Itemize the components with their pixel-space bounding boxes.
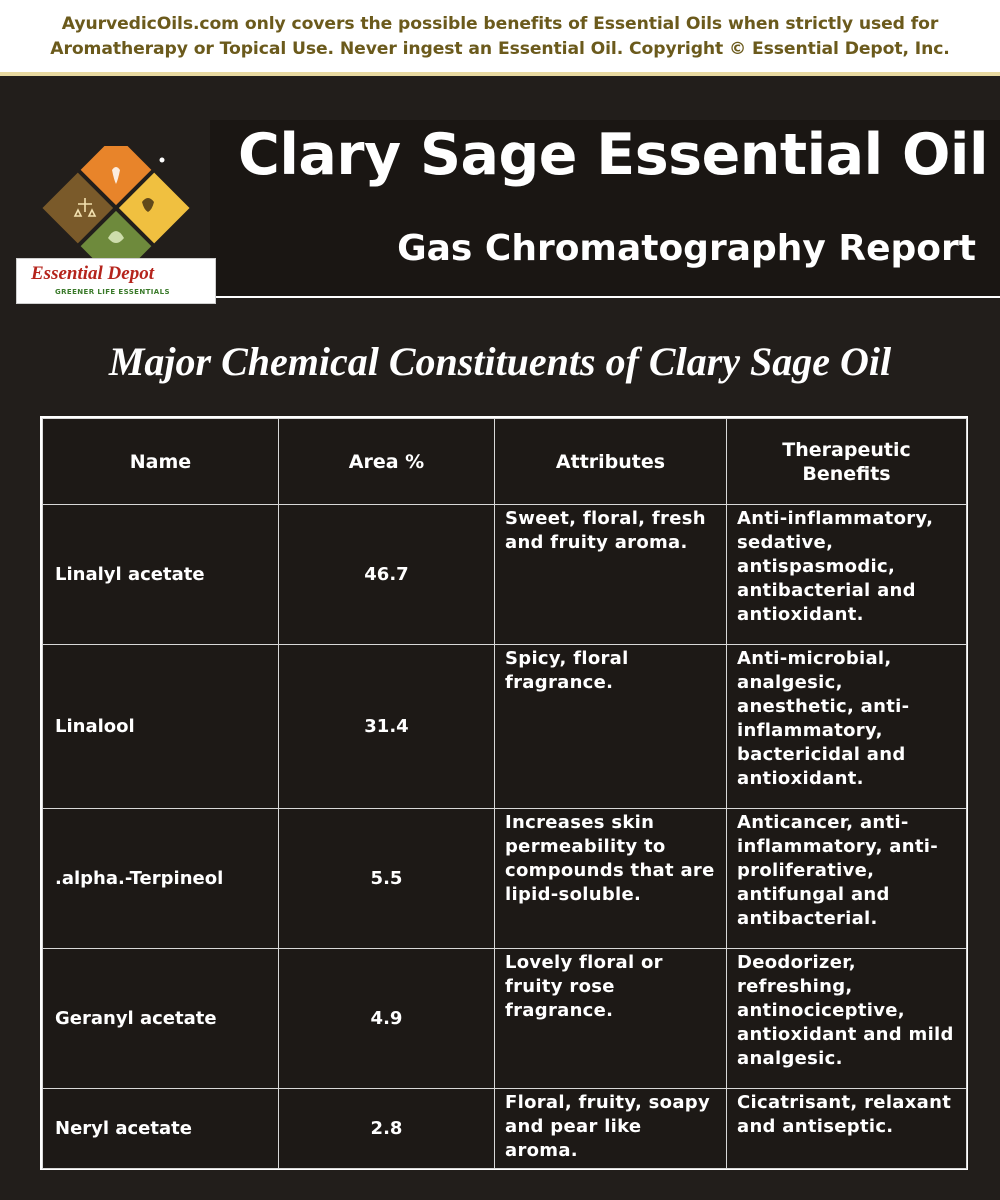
brand-banner	[16, 258, 216, 304]
cell-area: 5.5	[279, 809, 495, 949]
column-header-area: Area %	[279, 419, 495, 505]
table-header-row	[43, 419, 967, 505]
cell-benefits: Anti-inflammatory, sedative, antispasmodic, antibacterial and antioxidant.	[727, 505, 967, 645]
cell-name: Neryl acetate	[43, 1089, 279, 1169]
disclaimer-line-2: Aromatherapy or Topical Use. Never ingest an Essential Oil. Copyright © Essential Depot, Inc.	[50, 39, 950, 59]
table-row	[43, 505, 967, 645]
cell-area: 31.4	[279, 645, 495, 809]
disclaimer-banner	[0, 0, 1000, 74]
table-row	[43, 809, 967, 949]
column-header-benefits: Therapeutic Benefits	[727, 419, 967, 505]
page-title: Clary Sage Essential Oil	[238, 122, 988, 188]
constituents-table	[40, 416, 968, 1170]
cell-attributes: Lovely floral or fruity rose fragrance.	[495, 949, 727, 1089]
cell-benefits: Anti-microbial, analgesic, anesthetic, anti-inflammatory, bactericidal and antioxidant.	[727, 645, 967, 809]
brand-name: Essential Depot	[31, 263, 154, 284]
cell-attributes: Floral, fruity, soapy and pear like aroma.	[495, 1089, 727, 1169]
cell-benefits: Deodorizer, refreshing, antinociceptive, antioxidant and mild analgesic.	[727, 949, 967, 1089]
cell-area: 2.8	[279, 1089, 495, 1169]
cell-attributes: Spicy, floral fragrance.	[495, 645, 727, 809]
cell-name: Geranyl acetate	[43, 949, 279, 1089]
column-header-attributes: Attributes	[495, 419, 727, 505]
section-heading: Major Chemical Constituents of Clary Sage Oil	[108, 339, 892, 384]
cell-name: Linalool	[43, 645, 279, 809]
table-row	[43, 949, 967, 1089]
logo-dot	[160, 158, 165, 163]
cell-benefits: Anticancer, anti-inflammatory, anti-proliferative, antifungal and antibacterial.	[727, 809, 967, 949]
column-header-name: Name	[43, 419, 279, 505]
cell-name: Linalyl acetate	[43, 505, 279, 645]
cell-attributes: Increases skin permeability to compounds that are lipid-soluble.	[495, 809, 727, 949]
cell-attributes: Sweet, floral, fresh and fruity aroma.	[495, 505, 727, 645]
brand-tagline: GREENER LIFE ESSENTIALS	[55, 288, 170, 296]
disclaimer-line-1: AyurvedicOils.com only covers the possible benefits of Essential Oils when strictly used for	[61, 14, 939, 34]
table-row	[43, 645, 967, 809]
table-row	[43, 1089, 967, 1169]
cell-area: 46.7	[279, 505, 495, 645]
page-subtitle: Gas Chromatography Report	[397, 228, 976, 269]
cell-area: 4.9	[279, 949, 495, 1089]
cell-name: .alpha.-Terpineol	[43, 809, 279, 949]
cell-benefits: Cicatrisant, relaxant and antiseptic.	[727, 1089, 967, 1169]
